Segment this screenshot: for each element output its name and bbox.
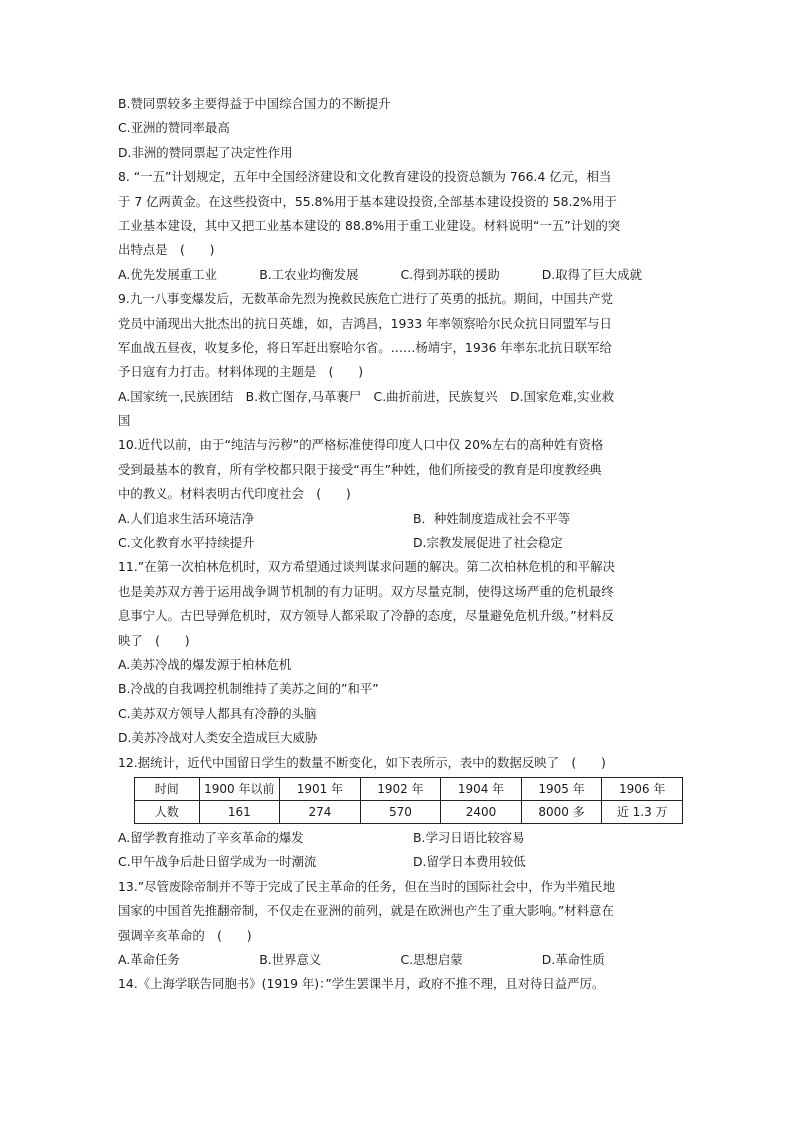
table-cell: 274 [280,800,361,823]
students-table [134,777,683,824]
q13-option-a: A.革命任务 [118,951,180,967]
table-cell: 人数 [135,800,200,823]
q9-stem-line: 9.九一八事变爆发后，无数革命先烈为挽救民族危亡进行了英勇的抵抗。期间，中国共产党 [118,291,614,307]
table-cell: 近 1.3 万 [602,800,683,823]
q7-option-d: D.非洲的赞同票起了决定性作用 [118,144,293,160]
q10-options-row [118,531,683,555]
q10-stem-line: 中的教义。材料表明古代印度社会 ( ) [118,486,351,502]
table-header-cell: 1905 年 [521,777,602,800]
q11-option-b: B.冷战的自我调控机制维持了美苏之间的”和平” [118,681,379,697]
q11-stem-line: 息事宁人。古巴导弹危机时，双方领导人都采取了冷静的态度，尽量避免危机升级。”材料反 [118,608,614,624]
q8-stem-line: 于 7 亿两黄金。在这些投资中，55.8%用于基本建设投资,全部基本建设投资的 58.2%用于 [118,193,617,209]
question-12 [118,751,683,875]
q12-option-b: B.学习日语比较容易 [413,829,525,845]
question-11 [118,555,683,750]
table-header-cell: 时间 [135,777,200,800]
q8-option-c: C.得到苏联的援助 [400,266,500,282]
table-header-cell: 1902 年 [360,777,441,800]
question-10 [118,433,683,555]
question-8 [118,165,683,287]
q12-options-row [118,850,683,874]
table-cell: 2400 [441,800,522,823]
q12-option-d: D.留学日本费用较低 [413,854,526,870]
table-cell: 8000 多 [521,800,602,823]
q11-stem-line: 11.”在第一次柏林危机时，双方希望通过谈判谋求问题的解决。第二次柏林危机的和平解决 [118,559,615,575]
table-cell: 570 [360,800,441,823]
q9-stem-line: 党员中涌现出大批杰出的抗日英雄，如，吉鸿昌，1933 年率领察哈尔民众抗日同盟军与日 [118,315,612,331]
q12-options-row [118,826,683,850]
q13-option-b: B.世界意义 [259,951,322,967]
q9-options-wrap: 国 [118,413,131,429]
q10-option-b: B．种姓制度造成社会不平等 [413,510,571,526]
q7-option-c: C.亚洲的赞同率最高 [118,120,230,136]
q11-option-c: C.美苏双方领导人都具有冷静的头脑 [118,705,317,721]
q10-option-c: C.文化教育水平持续提升 [118,535,255,551]
q13-option-c: C.思想启蒙 [400,951,463,967]
exam-page [118,92,683,997]
question-13 [118,875,683,973]
q10-option-d: D.宗教发展促进了社会稳定 [413,535,563,551]
q9-stem-line: 军血战五昼夜，收复多伦，将日军赶出察哈尔省。……杨靖宇，1936 年率东北抗日联军给 [118,339,612,355]
table-row [135,800,683,823]
q14-stem-line: 14.《上海学联告同胞书》(1919 年)：”学生罢课半月，政府不推不理，且对待日益严厉。 [118,976,605,992]
q13-stem-line: 国家的中国首先推翻帝制，不仅走在亚洲的前列，就是在欧洲也产生了重大影响。”材料意在 [118,903,614,919]
q8-option-b: B.工农业均衡发展 [259,266,359,282]
q9-stem-line: 予日寇有力打击。材料体现的主题是 ( ) [118,364,364,380]
q13-option-d: D.革命性质 [541,951,605,967]
q10-stem-line: 10.近代以前，由于“纯洁与污秽”的严格标准使得印度人口中仅 20%左右的高种姓有资格 [118,437,604,453]
q13-stem-line: 强调辛亥革命的 ( ) [118,927,252,943]
table-header-cell: 1904 年 [441,777,522,800]
q13-stem-line: 13.”尽管废除帝制并不等于完成了民主革命的任务，但在当时的国际社会中，作为半殖民地 [118,878,615,894]
table-row [135,777,683,800]
q11-stem-line: 映了 ( ) [118,632,190,648]
question-14 [118,972,683,996]
q9-options: A.国家统一,民族团结 B.救亡图存,马革裹尸 C.曲折前进，民族复兴 D.国家危难,实业救 [118,388,615,404]
q10-option-a: A.人们追求生活环境洁净 [118,510,255,526]
q10-stem-line: 受到最基本的教育，所有学校都只限于接受“再生”种姓，他们所接受的教育是印度教经典 [118,461,602,477]
q11-option-a: A.美苏冷战的爆发源于柏林危机 [118,656,292,672]
table-cell: 161 [199,800,280,823]
q7-option-b: B.赞同票较多主要得益于中国综合国力的不断提升 [118,96,391,111]
q12-stem: 12.据统计，近代中国留日学生的数量不断变化，如下表所示，表中的数据反映了 ( ) [118,754,606,770]
table-header-cell: 1900 年以前 [199,777,280,800]
q8-option-a: A.优先发展重工业 [118,266,217,282]
q11-option-d: D.美苏冷战对人类安全造成巨大威胁 [118,730,318,746]
q8-stem-line: 工业基本建设，其中又把工业基本建设的 88.8%用于重工业建设。材料说明“一五”计划的突 [118,217,621,233]
table-header-cell: 1906 年 [602,777,683,800]
table-header-cell: 1901 年 [280,777,361,800]
q13-options [118,948,683,972]
q12-option-c: C.甲午战争后赴日留学成为一时潮流 [118,854,317,870]
q10-options-row [118,507,683,531]
q8-stem-line: 8. “一五”计划规定，五年中全国经济建设和文化教育建设的投资总额为 766.4 亿元，相当 [118,169,612,185]
question-9 [118,287,683,433]
q8-stem-line: 出特点是 ( ) [118,242,215,258]
q11-stem-line: 也是美苏双方善于运用战争调节机制的有力证明。双方尽量克制，使得这场严重的危机最终 [118,583,614,599]
q8-option-d: D.取得了巨大成就 [541,266,642,282]
q12-option-a: A.留学教育推动了辛亥革命的爆发 [118,829,304,845]
q8-options [118,263,683,287]
